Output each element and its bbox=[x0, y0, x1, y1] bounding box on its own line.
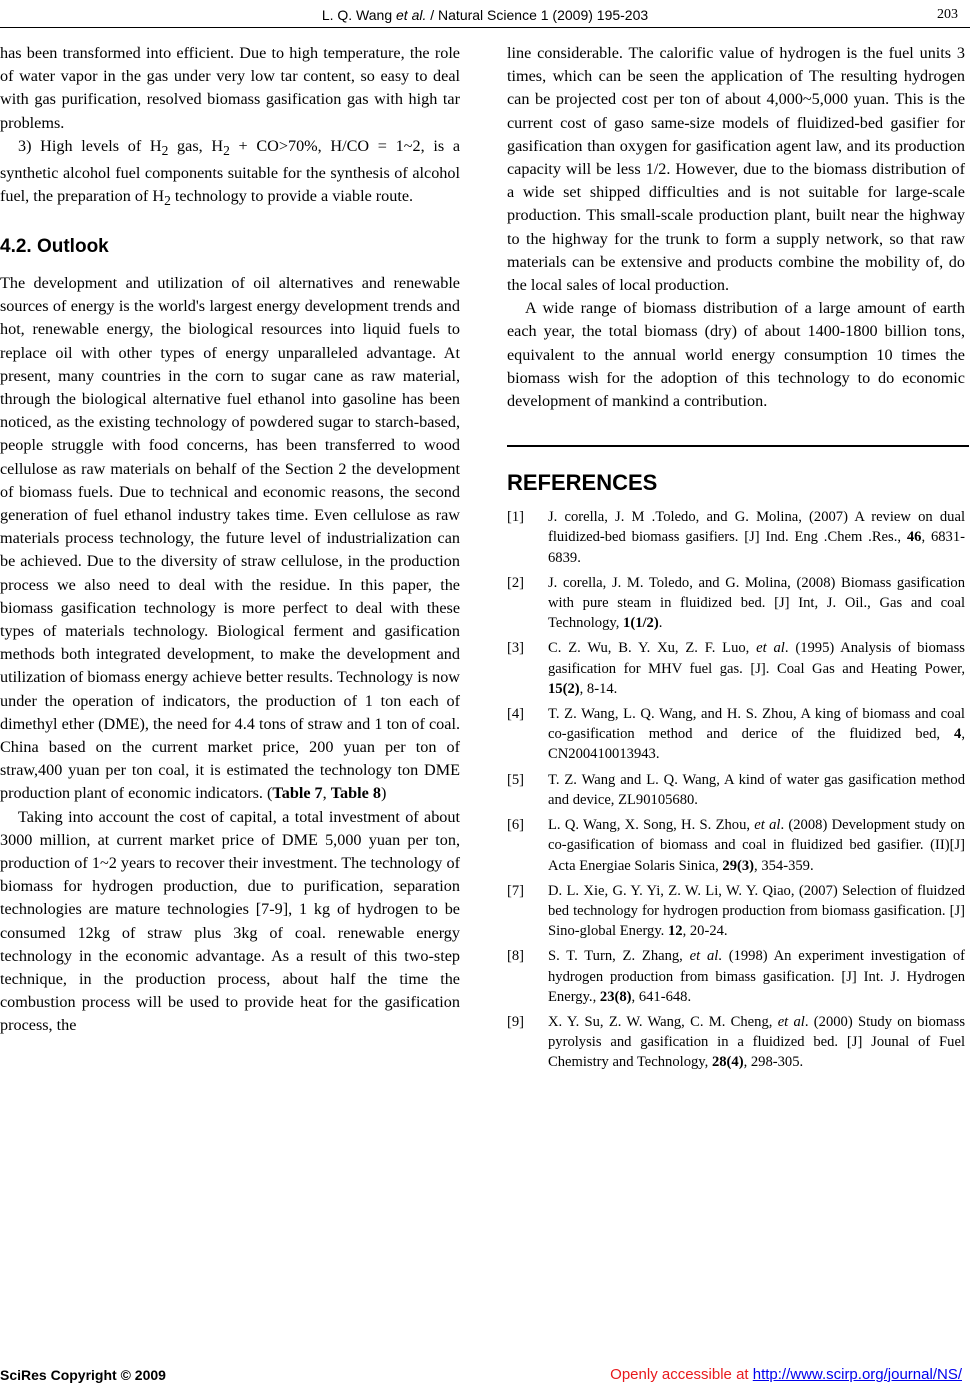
reference-number: [3] bbox=[507, 640, 525, 657]
reference-volume: 46 bbox=[906, 529, 922, 546]
reference-item bbox=[507, 638, 965, 699]
reference-volume: 29(3) bbox=[722, 857, 755, 874]
reference-item bbox=[507, 770, 965, 810]
reference-text bbox=[548, 770, 965, 810]
paragraph-hydrogen-levels bbox=[0, 135, 460, 213]
reference-text-run: X. Y. Su, Z. W. Wang, C. M. Cheng, bbox=[548, 1013, 778, 1030]
reference-volume: 1(1/2) bbox=[623, 615, 659, 632]
section-separator bbox=[507, 445, 969, 447]
page-number: 203 bbox=[937, 7, 958, 22]
journal-link[interactable]: http://www.scirp.org/journal/NS/ bbox=[752, 1366, 962, 1383]
reference-text-run: . (2008) Development study on co-gasification of biomass and coal in fluidized bed gasifier. (II)[J] Acta Energiae Solaris Sinica, bbox=[548, 817, 965, 874]
reference-etal: et al bbox=[756, 640, 785, 657]
paragraph-gas-purification: has been transformed into efficient. Due to high temperature, the role of water vapor in the gas under very low tar content, so easy to deal with gas purification, resolved biomass gasification gas with high tar problems. bbox=[0, 44, 460, 132]
reference-number: [9] bbox=[507, 1013, 525, 1030]
footer-access bbox=[610, 1366, 962, 1384]
reference-text-run: D. L. Xie, G. Y. Yi, Z. W. Li, W. Y. Qiao, (2007) Selection of fluidzed bed technology for hydrogen production from biomass gasification. [J] Sino-global Energy. bbox=[548, 882, 965, 940]
reference-number: [6] bbox=[507, 817, 525, 834]
reference-text bbox=[548, 946, 965, 1007]
text-run: technology to provide a viable route. bbox=[170, 187, 414, 206]
reference-text-run: T. Z. Wang, L. Q. Wang, and H. S. Zhou, A king of biomass and coal co-gasification method and derice of the fluidized bed, bbox=[548, 706, 965, 743]
header-rule bbox=[0, 27, 970, 28]
paragraph-outlook bbox=[0, 272, 460, 806]
table-7-reference[interactable]: Table 7 bbox=[272, 784, 323, 803]
references-heading: REFERENCES bbox=[507, 470, 658, 496]
reference-volume: 4 bbox=[954, 726, 962, 743]
table-8-reference[interactable]: Table 8 bbox=[330, 784, 381, 803]
reference-text-run: , 6831-6839. bbox=[548, 529, 965, 566]
reference-number: [2] bbox=[507, 574, 525, 591]
reference-text-run: . (2000) Study on biomass pyrolysis and gasification in a fluidized bed. [J] Jounal of Fuel Chemistry and Technology, bbox=[548, 1013, 965, 1071]
reference-text-run: . (1995) Analysis of biomass gasification for MHV fuel gas. [J]. Coal Gas and Heating Power, bbox=[548, 640, 965, 677]
reference-text-run: , 354-359. bbox=[754, 857, 814, 874]
running-title-journal: / Natural Science 1 (2009) 195-203 bbox=[426, 7, 649, 23]
subscript: 2 bbox=[164, 193, 171, 209]
reference-text-run: J. corella, J. M .Toledo, and G. Molina, (2007) A review on dual fluidized-bed biomass gasifiers. [J] Ind. Eng .Chem .Res., bbox=[548, 509, 965, 546]
reference-text-run: , 641-648. bbox=[631, 988, 692, 1005]
reference-text-run: , 8-14. bbox=[579, 680, 618, 697]
left-column bbox=[0, 42, 460, 1038]
text-run: The development and utilization of oil alternatives and renewable sources of energy is the world's largest energy development trends and hot, renewable energy, the biological resources into liquid fuels to replace oil with other types of energy unparalleled advantage. At present, many countries in the corn to sugar cane as raw material, through the biological alternative fuel ethanol into gasoline has been noticed, as the existing technology of powdered sugar to starch-based, people struggle with food concerns, has been transferred to wood cellulose as raw materials on behalf of the Section 2 the development of biomass fuels. Due to technical and economic reasons, the second generation of fuel ethanol industry takes time. Even cellulose as raw materials process technology, the future level of industrialization can be achieved. Due to the diversity of straw cellulose, in the production process we also need to deal with the residue. In this paper, the biomass gasification technology is more perfect to deal with these types of materials technology. Biological ferment and gasification methods both integrated development, to make the development and utilization of biomass energy achieve better results. Technology is now under the operation of indicators, the production of 1 ton each of dimethyl ether (DME), the need for 4.4 tons of straw and 1 ton of coal. China based on the current market price, 200 yuan per ton of straw,400 yuan per ton coal, it is estimated the technology ton DME production plant of economic indicators. ( bbox=[0, 273, 460, 803]
reference-etal: et al bbox=[777, 1013, 805, 1030]
reference-volume: 12 bbox=[667, 923, 683, 940]
reference-etal: et al bbox=[754, 817, 781, 834]
reference-text-run: C. Z. Wu, B. Y. Xu, Z. F. Luo, bbox=[548, 640, 757, 657]
reference-number: [4] bbox=[507, 706, 525, 723]
reference-text bbox=[548, 638, 965, 699]
reference-text bbox=[548, 573, 965, 634]
reference-item bbox=[507, 881, 965, 942]
references-list bbox=[507, 507, 965, 1072]
footer-access-text: Openly accessible at bbox=[610, 1366, 753, 1383]
reference-text-run: L. Q. Wang, X. Song, H. S. Zhou, bbox=[548, 817, 755, 834]
reference-text bbox=[548, 704, 965, 765]
running-title bbox=[0, 6, 970, 24]
reference-text bbox=[548, 881, 965, 942]
reference-text-run: , 20-24. bbox=[682, 923, 728, 940]
reference-number: [8] bbox=[507, 948, 525, 965]
text-run: + CO>70%, H/CO = 1~2, is a synthetic alcohol fuel components suitable for the synthesis of alcohol fuel, the preparation of H bbox=[0, 136, 460, 206]
subscript: 2 bbox=[161, 143, 169, 159]
reference-number: [1] bbox=[507, 509, 525, 526]
running-title-authors: L. Q. Wang bbox=[321, 7, 396, 23]
reference-text bbox=[548, 507, 965, 568]
subscript: 2 bbox=[223, 143, 230, 159]
reference-text-run: J. corella, J. M. Toledo, and G. Molina, (2008) Biomass gasification with pure steam in fluidized bed. [J] Int, J. Oil., Gas and coal Technology, bbox=[548, 574, 965, 632]
reference-number: [7] bbox=[507, 882, 525, 899]
text-run: gas, H bbox=[168, 136, 224, 155]
reference-number: [5] bbox=[507, 771, 525, 788]
reference-item bbox=[507, 1012, 965, 1073]
reference-etal: et al bbox=[689, 948, 719, 965]
reference-item bbox=[507, 704, 965, 765]
running-title-etal: et al. bbox=[396, 7, 427, 23]
paragraph-hydrogen-cost: line considerable. The calorific value of hydrogen is the fuel units 3 times, which can be seen the application of The resulting hydrogen can be projected cost per ton of about 4,000~5,000 yuan. This is the current cost of gaso same-size models of fluidized-bed gasifier for gasification than oxygen for gasification agent law, and its production capacity will be less 1/2. However, due to the biomass distribution of a wide set shipped difficulties and is not suitable for large-scale production. This small-scale production plant, built near the highway to the highway for the trunk to form a supply network, so that raw materials can be extensive and products combine the mobility of, do the local sales of local production. bbox=[507, 44, 965, 295]
reference-text bbox=[548, 815, 965, 876]
reference-text bbox=[548, 1012, 965, 1073]
reference-text-run: . (1998) An experiment investigation of hydrogen production from bimass gasification. [J] Int. J. Hydrogen Energy., bbox=[548, 948, 965, 1005]
paragraph-capital-cost: Taking into account the cost of capital, a total investment of about 3000 million, at current market price of DME 5,000 yuan per ton, production of 1~2 years to recover their investment. The technology of biomass for hydrogen production, due to purification, separation technologies are mature technologies [7-9], 1 kg of hydrogen to be consumed 12kg of straw plus 3kg of coal. renewable energy technology in the economic advantage. As a result of this two-step technique, in the production process, about half the time the combustion process will be used to provide heat for the gasification process, the bbox=[0, 807, 460, 1035]
reference-volume: 15(2) bbox=[548, 680, 580, 697]
footer-copyright: SciRes Copyright © 2009 bbox=[0, 1367, 166, 1383]
reference-item bbox=[507, 507, 965, 568]
reference-item bbox=[507, 815, 965, 876]
section-heading-outlook: 4.2. Outlook bbox=[0, 235, 109, 257]
reference-text-run: , 298-305. bbox=[743, 1054, 804, 1071]
reference-text-run: , CN200410013943. bbox=[548, 726, 965, 763]
text-run: , bbox=[322, 784, 331, 803]
text-run: 3) High levels of H bbox=[18, 136, 162, 155]
text-run: ) bbox=[380, 784, 387, 803]
paragraph-biomass-distribution: A wide range of biomass distribution of a large amount of earth each year, the total biomass (dry) of about 1400-1800 billion tons, equivalent to the annual world energy consumption 10 times the biomass wish for the adoption of this technology to do economic development of mankind a contribution. bbox=[507, 299, 965, 411]
reference-item bbox=[507, 573, 965, 634]
reference-text-run: . bbox=[658, 615, 663, 632]
reference-volume: 28(4) bbox=[711, 1054, 744, 1071]
running-header bbox=[0, 6, 970, 26]
right-column bbox=[507, 42, 965, 1078]
reference-item bbox=[507, 946, 965, 1007]
reference-text-run: S. T. Turn, Z. Zhang, bbox=[548, 948, 690, 965]
reference-volume: 23(8) bbox=[599, 988, 632, 1005]
reference-text-run: T. Z. Wang and L. Q. Wang, A kind of water gas gasification method and device, ZL90105680. bbox=[548, 771, 965, 808]
